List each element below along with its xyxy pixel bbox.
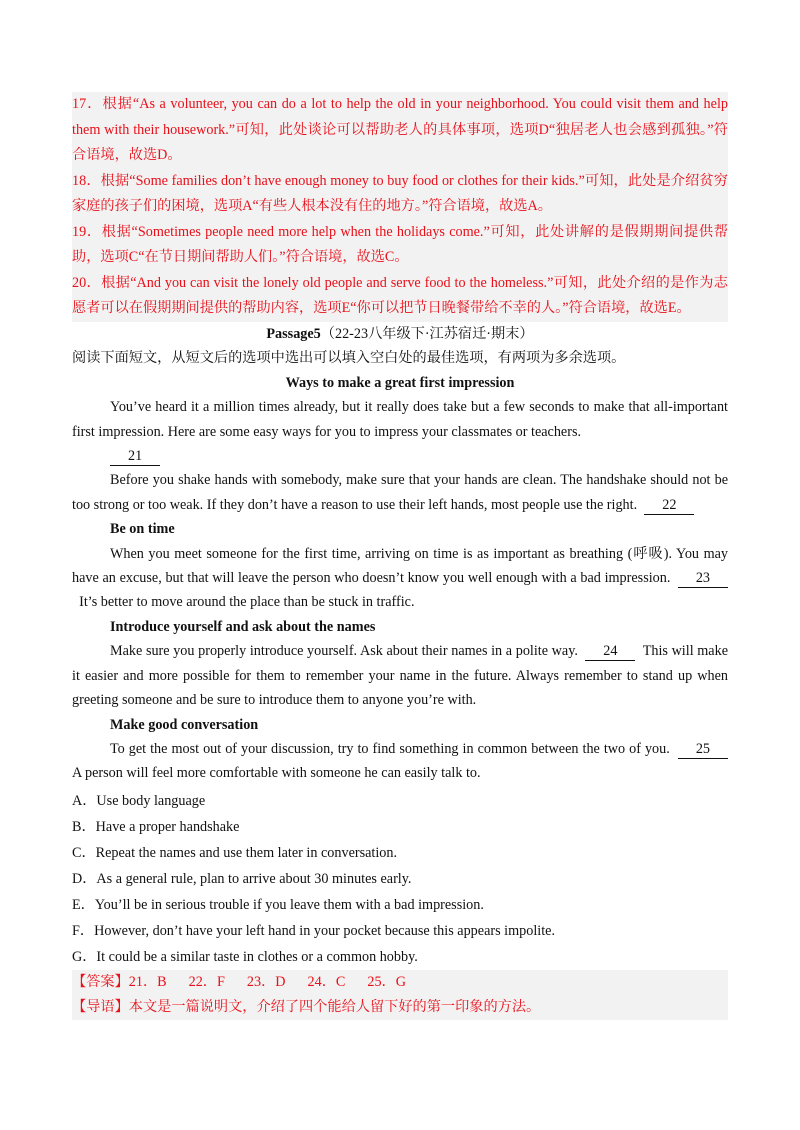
answer-label: 【答案】 — [72, 973, 129, 990]
option-b[interactable]: B．Have a proper handshake — [72, 818, 240, 835]
paragraph-time-end: It’s better to move around the place than be stuck in traffic. — [79, 594, 415, 611]
paragraph-conversation — [72, 737, 728, 786]
answer-line — [72, 970, 728, 995]
paragraph-names-text: Make sure you properly introduce yourself. Ask about their names in a polite way. — [110, 643, 578, 660]
passage-intro: You’ve heard it a million times already, but it really does take but a few seconds to make that all-important first impression. Here are some easy ways for you to impress your classmates or teachers. — [72, 399, 728, 440]
passage-label: Passage5 — [266, 326, 321, 342]
explanations-block — [72, 92, 728, 322]
passage-source: （22-23八年级下·江苏宿迁·期末） — [320, 326, 534, 342]
explanation-19: 19．根据“Sometimes people need more help when the holidays come.”可知，此处讲解的是假期期间提供帮助，选项C“在节日期间帮助人们。”符合语境，故选C。 — [72, 223, 728, 265]
answer-22: 22．F — [188, 973, 225, 990]
paragraph-names-end: This will make it easier and more possible for them to remember your name in the future. Always remember to stand up when greeting someone and be sure to introduce them to anyone you’re with. — [72, 643, 728, 709]
explanation-18: 18．根据“Some families don’t have enough money to buy food or clothes for their kids.”可知，此处是介绍贫穷家庭的孩子们的困境，选项A“有些人根本没有住的地方。”符合语境，故选A。 — [72, 172, 728, 214]
blank-25[interactable]: 25 — [678, 740, 728, 759]
blank-22[interactable]: 22 — [644, 496, 694, 515]
blank-21[interactable]: 21 — [110, 447, 160, 466]
heading-conversation: Make good conversation — [110, 716, 259, 733]
paragraph-conversation-text: To get the most out of your discussion, try to find something in common between the two of you. — [110, 740, 670, 757]
answer-21: 21．B — [128, 973, 167, 990]
option-e[interactable]: E．You’ll be in serious trouble if you leave them with a bad impression. — [72, 896, 484, 913]
options-list — [72, 788, 728, 970]
paragraph-handshake — [72, 468, 728, 517]
explanation-20: 20．根据“And you can visit the lonely old people and serve food to the homeless.”可知，此处介绍的是作为志愿者可以在假期期间提供的帮助内容，选项E“你可以把节日晚餐带给不幸的人。”符合语境，故选E。 — [72, 274, 728, 316]
answer-23: 23．D — [246, 973, 286, 990]
heading-introduce: Introduce yourself and ask about the names — [110, 618, 376, 635]
blank-23[interactable]: 23 — [678, 569, 728, 588]
answer-24: 24．C — [307, 973, 346, 990]
blank-24[interactable]: 24 — [585, 642, 635, 661]
passage-title: Ways to make a great first impression — [285, 374, 515, 391]
paragraph-names — [72, 639, 728, 712]
guide-label: 【导语】 — [72, 998, 129, 1015]
answer-25: 25．G — [367, 973, 406, 990]
option-f[interactable]: F．However, don’t have your left hand in your pocket because this appears impolite. — [72, 922, 555, 939]
option-g[interactable]: G．It could be a similar taste in clothes or a common hobby. — [72, 948, 418, 965]
heading-be-on-time: Be on time — [110, 521, 175, 538]
guide-line — [72, 995, 728, 1020]
paragraph-conversation-end: A person will feel more comfortable with someone he can easily talk to. — [72, 765, 481, 782]
blank-line-21 — [72, 444, 728, 468]
paragraph-time-text: When you meet someone for the first time, arriving on time is as important as breathing (呼吸). You may have an excuse, but that will leave the person who doesn’t know you well enough with a bad impression. — [72, 545, 728, 587]
passage-block — [72, 322, 728, 1020]
option-c[interactable]: C．Repeat the names and use them later in conversation. — [72, 844, 398, 861]
passage-instruction: 阅读下面短文，从短文后的选项中选出可以填入空白处的最佳选项，有两项为多余选项。 — [72, 350, 626, 367]
explanation-17: 17．根据“As a volunteer, you can do a lot to help the old in your neighborhood. You could visit them and help them with their housework.”可知，此处谈论可以帮助老人的具体事项，选项D“独居老人也会感到孤独。”符合语境，故选D。 — [72, 96, 728, 163]
paragraph-handshake-text: Before you shake hands with somebody, make sure that your hands are clean. The handshake should not be too strong or too weak. If they don’t have a reason to use their left hands, most people use the right. — [72, 472, 728, 513]
guide-text: 本文是一篇说明文，介绍了四个能给人留下好的第一印象的方法。 — [128, 998, 541, 1015]
paragraph-time — [72, 542, 728, 615]
option-a[interactable]: A．Use body language — [72, 792, 206, 809]
passage-header — [72, 322, 728, 346]
option-d[interactable]: D．As a general rule, plan to arrive about 30 minutes early. — [72, 870, 412, 887]
